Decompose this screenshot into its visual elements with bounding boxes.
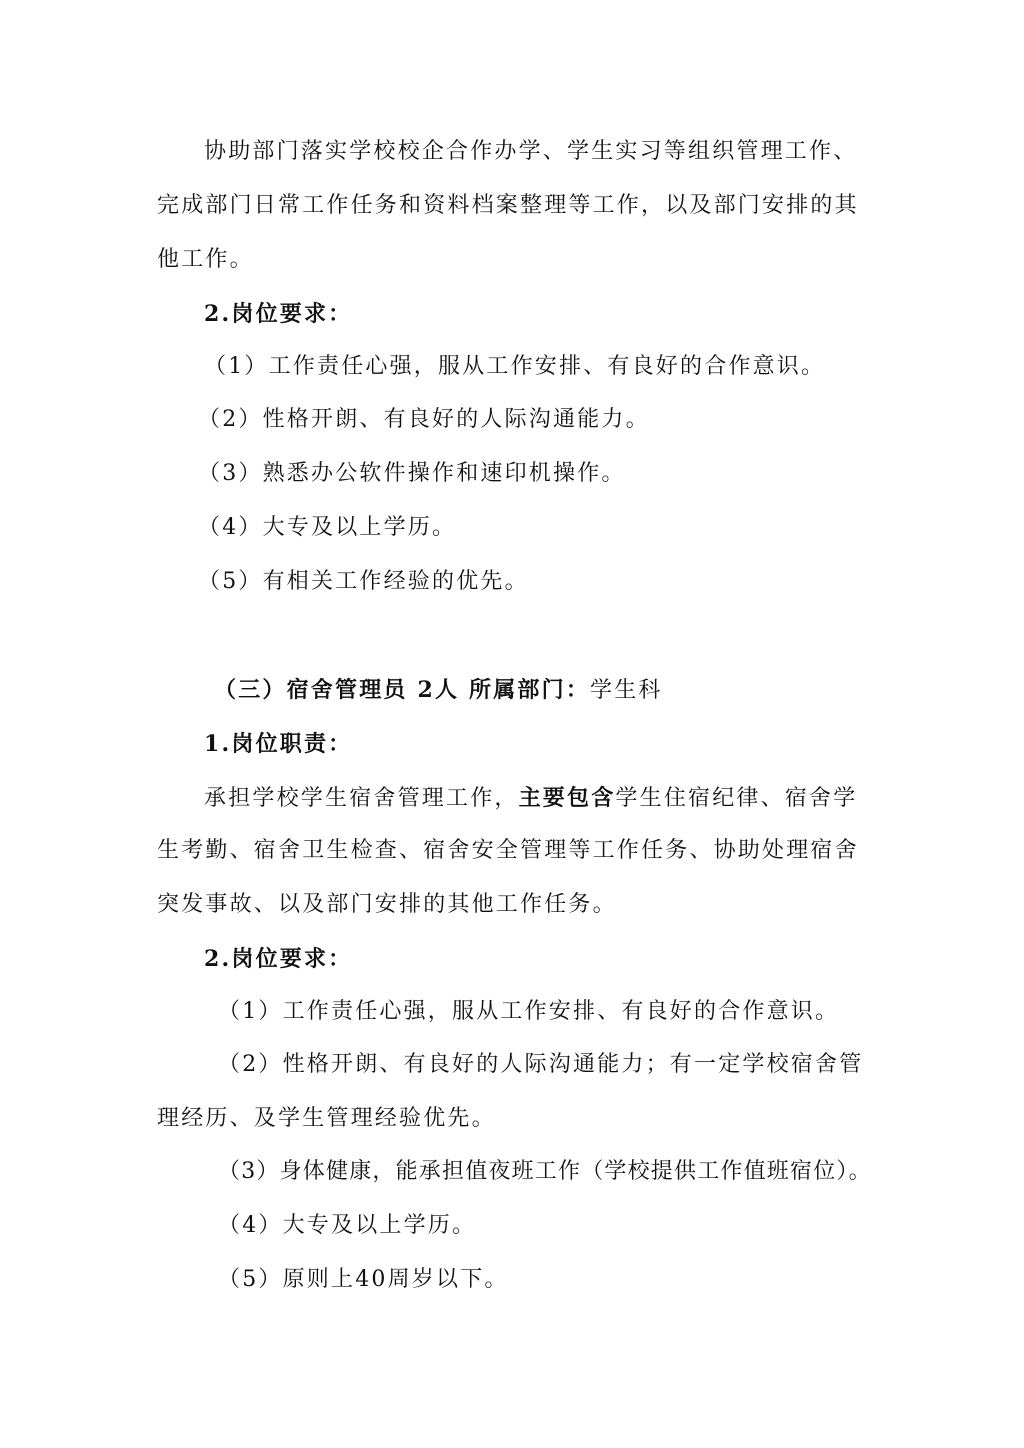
paragraph-line: 完成部门日常工作任务和资料档案整理等工作，以及部门安排的其: [157, 193, 859, 218]
duty-text: 承担学校学生宿舍管理工作，: [204, 786, 519, 811]
department-name: 学生科: [590, 678, 663, 703]
paragraph-line: 协助部门落实学校校企合作办学、学生实习等组织管理工作、: [204, 139, 858, 164]
duty-emphasis: 主要包含: [518, 785, 616, 811]
requirement-item: （4）大专及以上学历。: [218, 1213, 477, 1238]
requirement-item: （3）身体健康，能承担值夜班工作（学校提供工作值班宿位）。: [218, 1159, 872, 1184]
paragraph-line: 突发事故、以及部门安排的其他工作任务。: [157, 892, 617, 917]
requirement-item: （2）性格开朗、有良好的人际沟通能力。: [198, 407, 650, 432]
requirement-item: （2）性格开朗、有良好的人际沟通能力；有一定学校宿舍管: [218, 1052, 864, 1077]
requirement-item: （4）大专及以上学历。: [198, 515, 457, 540]
paragraph-line: 生考勤、宿舍卫生检查、宿舍安全管理等工作任务、协助处理宿舍: [157, 838, 859, 863]
duty-text: 学生住宿纪律、宿舍学: [615, 786, 858, 811]
requirement-item-continued: 理经历、及学生管理经验优先。: [157, 1106, 496, 1131]
paragraph-line: 他工作。: [157, 247, 254, 272]
section-heading: [214, 675, 663, 706]
section-subtitle: 1.岗位职责：: [204, 731, 353, 757]
section-subtitle: 2.岗位要求：: [204, 946, 353, 972]
requirement-item: （1）工作责任心强，服从工作安排、有良好的合作意识。: [218, 999, 840, 1024]
requirement-item: （5）有相关工作经验的优先。: [198, 569, 529, 594]
section-subtitle: 2.岗位要求：: [204, 301, 353, 327]
requirement-item: （3）熟悉办公软件操作和速印机操作。: [198, 461, 626, 486]
requirement-item: （5）原则上40周岁以下。: [218, 1267, 509, 1292]
section-heading-label: （三）宿舍管理员 2人 所属部门：: [214, 677, 591, 703]
paragraph-line: [204, 783, 857, 814]
requirement-item: （1）工作责任心强，服从工作安排、有良好的合作意识。: [204, 354, 826, 379]
